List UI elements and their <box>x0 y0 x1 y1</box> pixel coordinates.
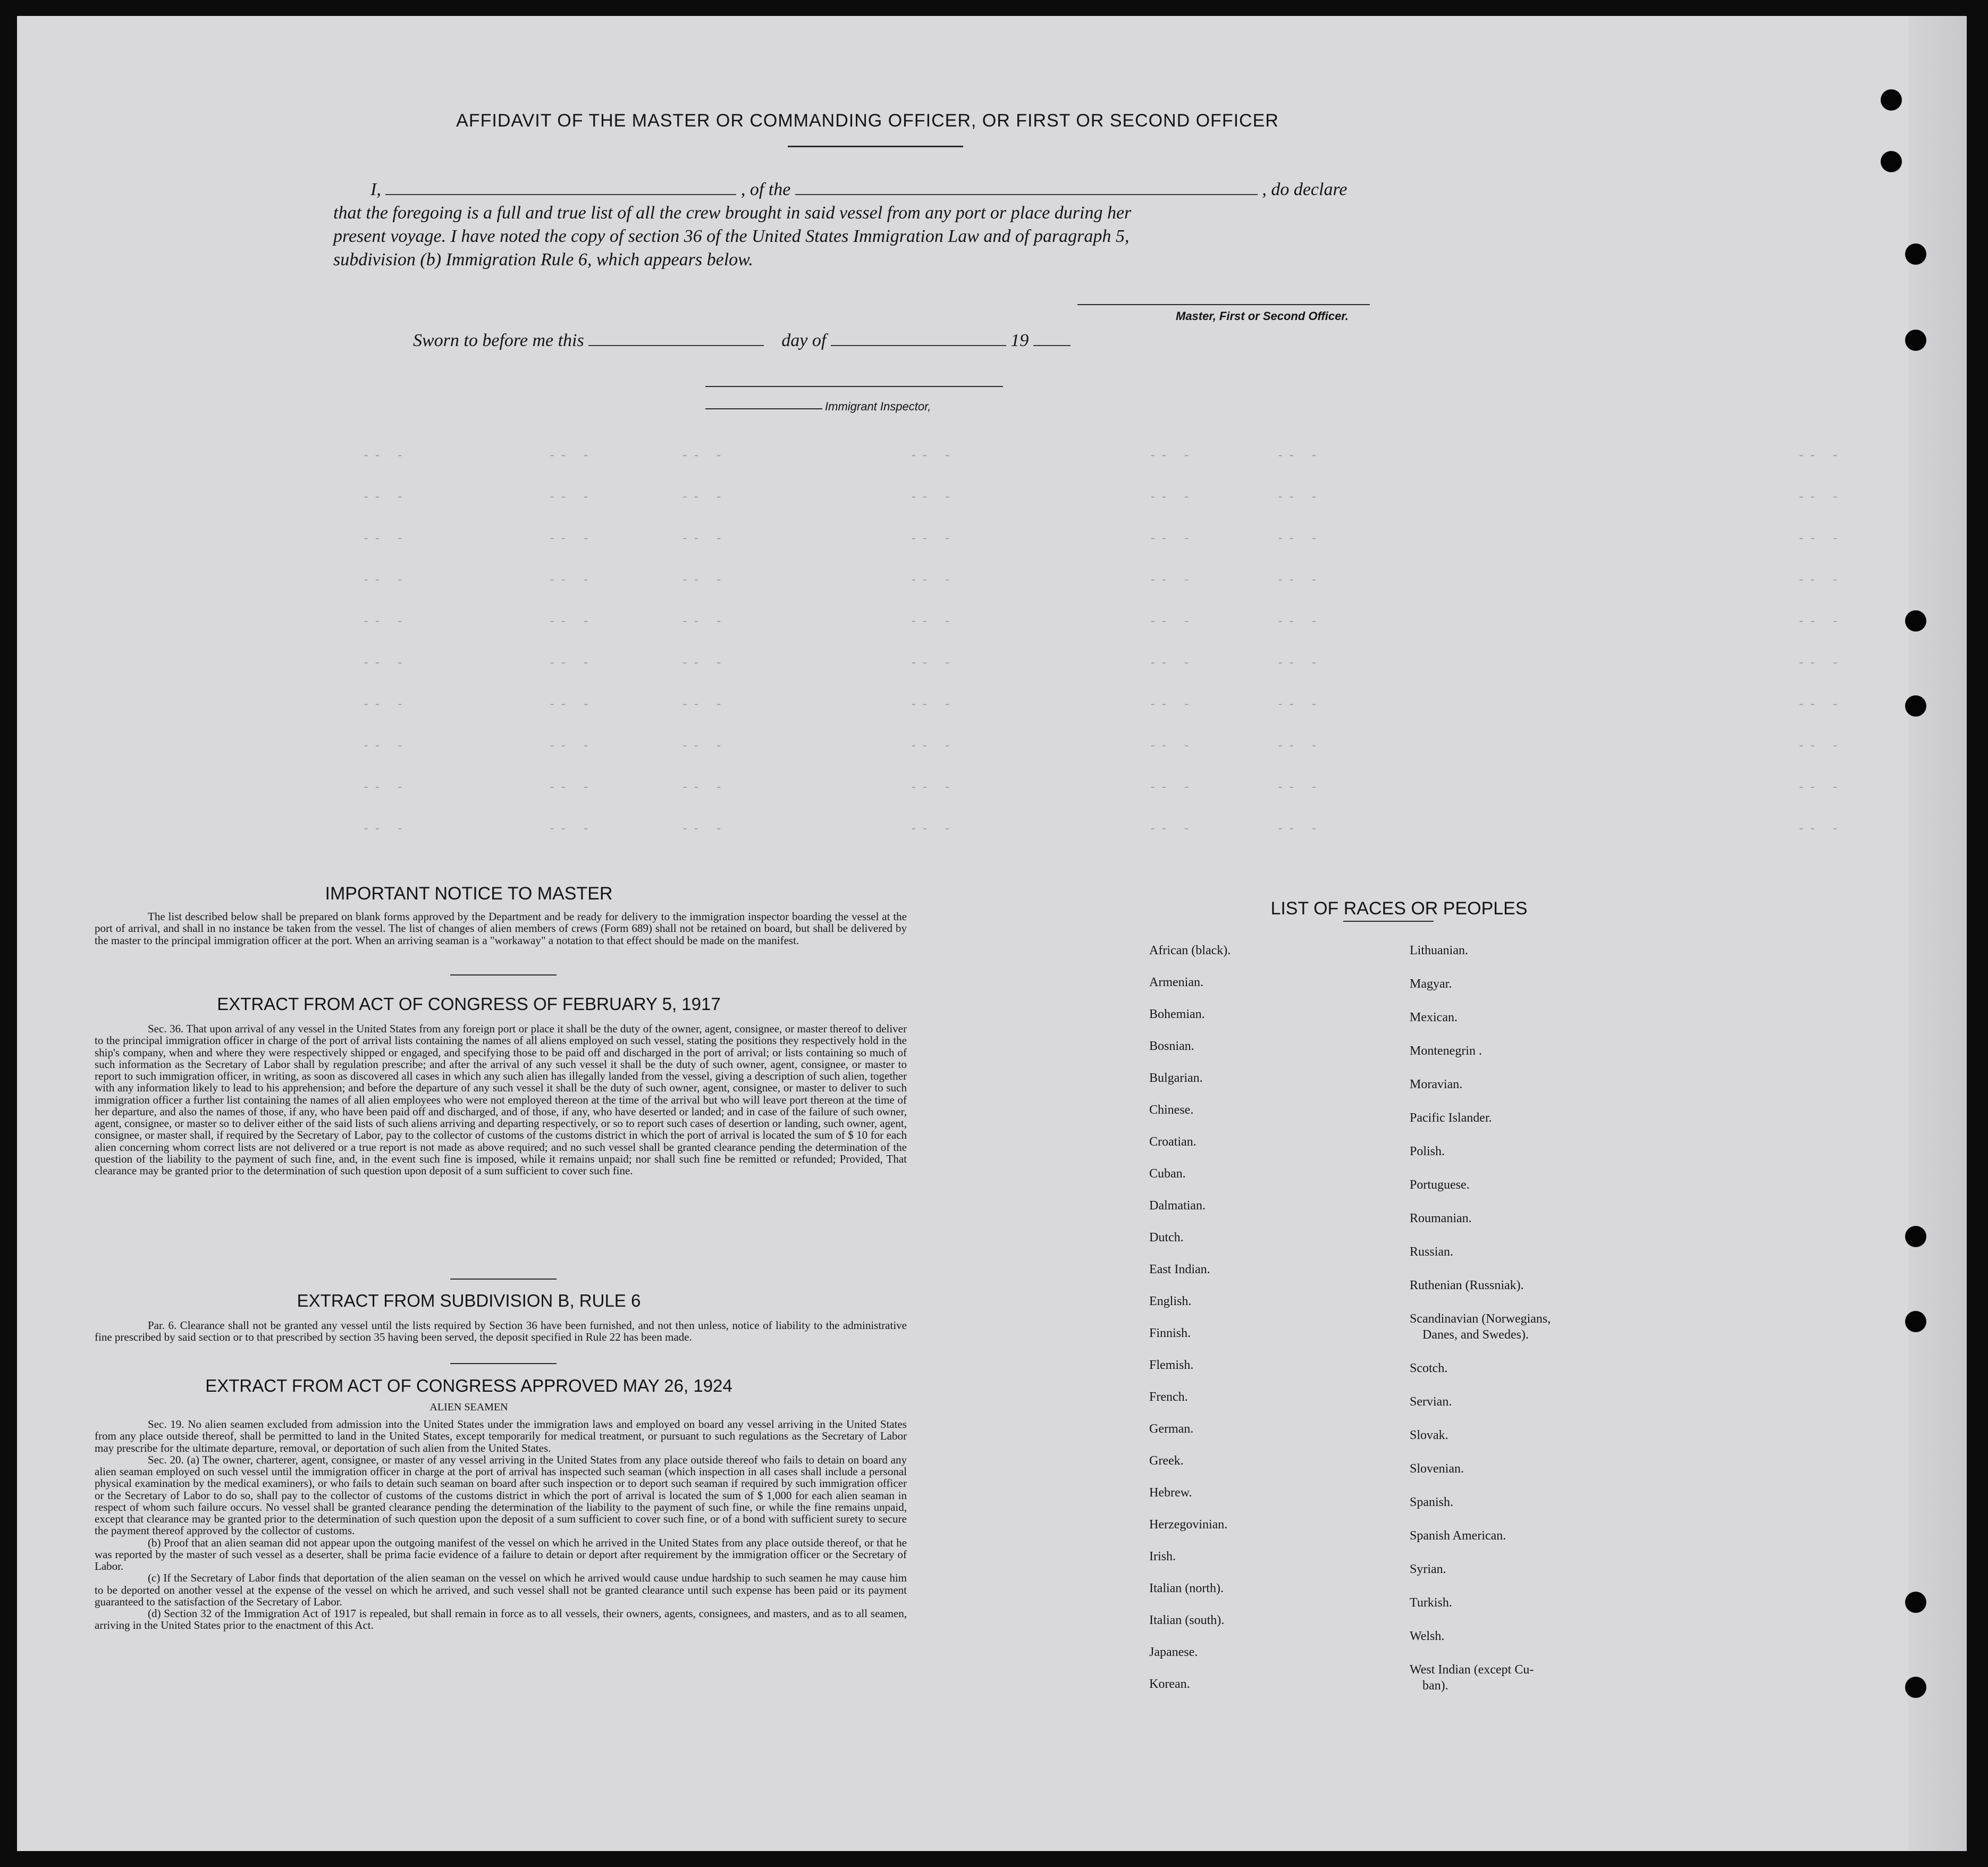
bleed-mark: -- - <box>1277 532 1322 545</box>
race-entry: Roumanian. <box>1410 1212 1472 1225</box>
bleed-mark: -- - <box>549 739 594 753</box>
inspector-caption: Immigrant Inspector, <box>825 400 931 413</box>
bleed-mark: -- - <box>1149 657 1194 670</box>
race-entry: Turkish. <box>1410 1596 1452 1610</box>
bleed-mark: -- - <box>1798 491 1843 504</box>
bleed-mark: -- - <box>549 781 594 794</box>
extract-1924-text <box>95 1418 907 1631</box>
binding-hole <box>1905 695 1926 717</box>
bleed-mark: -- - <box>1149 822 1194 836</box>
race-entry: Spanish. <box>1410 1495 1454 1509</box>
alien-seamen-subtitle: ALIEN SEAMEN <box>429 1401 508 1413</box>
race-entry: Dalmatian. <box>1149 1199 1206 1213</box>
sworn-text: Sworn to before me this <box>413 331 584 350</box>
bleed-mark: -- - <box>363 532 408 545</box>
binding-hole <box>1905 1311 1926 1332</box>
bleed-mark: -- - <box>549 491 594 504</box>
bleed-mark: -- - <box>910 781 955 794</box>
binding-hole <box>1905 610 1926 632</box>
inspector-signature-line[interactable] <box>705 386 1003 387</box>
race-entry: Moravian. <box>1410 1078 1463 1091</box>
race-entry: East Indian. <box>1149 1263 1210 1276</box>
bleed-mark: -- - <box>681 657 727 670</box>
inspector-signature-line-2[interactable] <box>705 408 822 409</box>
race-entry: Montenegrin . <box>1410 1044 1482 1058</box>
race-entry: Cuban. <box>1149 1167 1186 1181</box>
race-entry: African (black). <box>1149 944 1231 957</box>
bleed-mark: -- - <box>363 657 408 670</box>
binding-hole <box>1905 1226 1926 1247</box>
bleed-mark: -- - <box>1149 781 1194 794</box>
notice-title: IMPORTANT NOTICE TO MASTER <box>325 884 613 904</box>
race-entry: German. <box>1149 1422 1194 1436</box>
race-entry: Italian (south). <box>1149 1613 1225 1627</box>
bleed-mark: -- - <box>549 615 594 628</box>
race-entry: ban). <box>1422 1679 1448 1693</box>
rule6-text: Par. 6. Clearance shall not be granted any vessel until the lists required by Section 36 have been furnished, and not then unless, notice of liability to the administrative fine prescribed by said section or to that prescribed by section 35 having been served, the deposit specified in Rule 22 has been made. <box>95 1319 907 1344</box>
of-the-text: , of the <box>740 180 791 199</box>
bleed-mark: -- - <box>363 739 408 753</box>
sworn-month-field[interactable] <box>831 345 1006 346</box>
race-entry: Finnish. <box>1149 1326 1191 1340</box>
bleed-mark: -- - <box>681 574 727 587</box>
bleed-mark: -- - <box>910 532 955 545</box>
bleed-mark: -- - <box>1798 532 1843 545</box>
races-title-rule <box>1343 921 1434 922</box>
race-entry: Scotch. <box>1410 1361 1448 1375</box>
race-entry: Magyar. <box>1410 977 1452 991</box>
bleed-mark: -- - <box>681 449 727 462</box>
notice-text: The list described below shall be prepared on blank forms approved by the Department and be ready for delivery to the immigration inspector boarding the vessel at the port of arrival, and shall in no instance be taken from the vessel. The list of changes of alien members of crews (Form 689) shall not be retained on board, but shall be delivered by the master to the principal immigration officer at the port. When an arriving seaman is a "workaway" a notation to that effect should be made on the manifest. <box>95 910 907 947</box>
race-entry: Bulgarian. <box>1149 1071 1203 1085</box>
bleed-mark: -- - <box>910 615 955 628</box>
race-entry: Scandinavian (Norwegians, <box>1410 1312 1551 1326</box>
declarant-prefix: I, <box>370 180 381 199</box>
race-entry: Hebrew. <box>1149 1486 1192 1500</box>
bleed-mark: -- - <box>681 698 727 711</box>
bleed-mark: -- - <box>1798 698 1843 711</box>
year-prefix: 19 <box>1010 331 1029 350</box>
sworn-line <box>413 331 1071 351</box>
bleed-mark: -- - <box>363 781 408 794</box>
race-entry: Russian. <box>1410 1245 1454 1259</box>
vessel-name-field[interactable] <box>795 194 1258 195</box>
sec-20b-paragraph: (b) Proof that an alien seaman did not appear upon the outgoing manifest of the vessel on which he arrived in the United States from any place outside thereof, or that he was reported by the master of such vessel as a deserter, shall be prima facie evidence of a failure to detain or deport after requirement by the immigration officer or the Secretary of Labor. <box>95 1536 907 1572</box>
race-entry: Herzegovinian. <box>1149 1518 1228 1532</box>
sworn-day-field[interactable] <box>588 345 764 346</box>
race-entry: Korean. <box>1149 1677 1190 1691</box>
race-entry: Greek. <box>1149 1454 1184 1468</box>
bleed-mark: -- - <box>681 615 727 628</box>
bleed-mark: -- - <box>1798 449 1843 462</box>
race-entry: Lithuanian. <box>1410 944 1468 957</box>
race-entry: Ruthenian (Russniak). <box>1410 1279 1524 1292</box>
extract-1917-title: EXTRACT FROM ACT OF CONGRESS OF FEBRUARY 5, 1917 <box>217 994 721 1014</box>
bleed-mark: -- - <box>1277 698 1322 711</box>
declarant-name-field[interactable] <box>385 194 736 195</box>
bleed-mark: -- - <box>910 657 955 670</box>
bleed-mark: -- - <box>910 698 955 711</box>
affidavit-title: AFFIDAVIT OF THE MASTER OR COMMANDING OFFICER, OR FIRST OR SECOND OFFICER <box>456 111 1279 131</box>
sec-20d-paragraph: (d) Section 32 of the Immigration Act of 1917 is repealed, but shall remain in force as to all vessels, their owners, agents, consignees, and masters, and as to all seamen, arriving in the United States prior to the enactment of this Act. <box>95 1607 907 1632</box>
bleed-mark: -- - <box>1798 657 1843 670</box>
master-signature-line[interactable] <box>1077 304 1370 305</box>
bleed-mark: -- - <box>1277 739 1322 753</box>
race-entry: Welsh. <box>1410 1629 1445 1643</box>
bleed-mark: -- - <box>1149 739 1194 753</box>
notice-rule <box>450 974 557 975</box>
bleed-mark: -- - <box>1798 781 1843 794</box>
rule6-rule <box>450 1363 557 1364</box>
bleed-mark: -- - <box>1277 657 1322 670</box>
bleed-mark: -- - <box>363 491 408 504</box>
binding-hole <box>1905 1677 1926 1698</box>
affidavit-title-rule <box>788 146 963 147</box>
bleed-mark: -- - <box>549 449 594 462</box>
race-entry: Syrian. <box>1410 1562 1446 1576</box>
bleed-mark: -- - <box>363 449 408 462</box>
bleed-mark: -- - <box>910 491 955 504</box>
bleed-mark: -- - <box>363 822 408 836</box>
bleed-mark: -- - <box>1798 574 1843 587</box>
declaration-line-3: present voyage. I have noted the copy of section 36 of the United States Immigration Law and of paragraph 5, <box>333 226 1130 246</box>
race-entry: Bosnian. <box>1149 1039 1194 1053</box>
race-entry: Mexican. <box>1410 1011 1458 1024</box>
page-edge <box>1908 16 1967 1851</box>
bleed-mark: -- - <box>363 574 408 587</box>
bleed-mark: -- - <box>910 739 955 753</box>
declaration-line-2: that the foregoing is a full and true list of all the crew brought in said vessel from any port or place during her <box>333 203 1132 223</box>
bleed-mark: -- - <box>681 739 727 753</box>
bleed-mark: -- - <box>549 532 594 545</box>
document-page <box>17 16 1967 1851</box>
race-entry: Danes, and Swedes). <box>1422 1328 1529 1342</box>
race-entry: Slovenian. <box>1410 1462 1464 1476</box>
bleed-mark: -- - <box>363 698 408 711</box>
bleed-mark: -- - <box>681 491 727 504</box>
extract-1917-rule <box>450 1279 557 1280</box>
bleed-mark: -- - <box>1149 574 1194 587</box>
bleed-mark: -- - <box>910 822 955 836</box>
bleed-mark: -- - <box>1277 449 1322 462</box>
master-signature-caption: Master, First or Second Officer. <box>1176 309 1349 323</box>
sworn-year-field[interactable] <box>1033 345 1071 346</box>
bleed-mark: -- - <box>681 781 727 794</box>
race-entry: Bohemian. <box>1149 1007 1205 1021</box>
bleed-mark: -- - <box>910 574 955 587</box>
binding-hole <box>1905 330 1926 351</box>
bleed-mark: -- - <box>1277 822 1322 836</box>
binding-hole <box>1905 1592 1926 1613</box>
race-entry: Armenian. <box>1149 975 1203 989</box>
bleed-mark: -- - <box>1277 615 1322 628</box>
sec-20a-paragraph: Sec. 20. (a) The owner, charterer, agent, consignee, or master of any vessel arriving in the United States from any place outside thereof who fails to detain on board any alien seaman employed on such vessel until the immigration officer in charge at the port of arrival has inspected such seaman (which inspection in all cases shall include a personal physical examination by the medical examiners), or who fails to detain such seaman on board after such inspection or to deport such seaman if required by such immigration officer or the Secretary of Labor to do so, shall pay to the collector of customs of the customs district in which the port of arrival is located the sum of $ 1,000 for each alien seaman in respect of whom such failure occurs. No vessel shall be granted clearance pending the determination of the liability to the payment of such fine, or while the fine remains unpaid, except that clearance may be granted prior to the determination of such question upon the deposit of a sum sufficient to cover such fine, or of a bond with sufficient surety to secure the payment thereof approved by the collector of customs. <box>95 1453 907 1537</box>
race-entry: Chinese. <box>1149 1103 1194 1117</box>
bleed-mark: -- - <box>1149 532 1194 545</box>
bleed-mark: -- - <box>1277 781 1322 794</box>
bleed-mark: -- - <box>363 615 408 628</box>
bleed-mark: -- - <box>1149 449 1194 462</box>
bleed-mark: -- - <box>910 449 955 462</box>
declaration-line-4: subdivision (b) Immigration Rule 6, which appears below. <box>333 250 753 270</box>
races-title: LIST OF RACES OR PEOPLES <box>1270 898 1528 919</box>
bleed-mark: -- - <box>1277 491 1322 504</box>
binding-hole <box>1881 151 1902 172</box>
race-entry: Japanese. <box>1149 1645 1198 1659</box>
bleed-mark: -- - <box>549 822 594 836</box>
binding-hole <box>1881 89 1902 111</box>
race-entry: Irish. <box>1149 1550 1176 1563</box>
race-entry: Italian (north). <box>1149 1582 1224 1595</box>
bleed-mark: -- - <box>549 698 594 711</box>
binding-hole <box>1905 243 1926 265</box>
bleed-mark: -- - <box>681 532 727 545</box>
race-entry: Flemish. <box>1149 1358 1194 1372</box>
bleed-mark: -- - <box>681 822 727 836</box>
bleed-mark: -- - <box>1149 615 1194 628</box>
sec-19-paragraph: Sec. 19. No alien seamen excluded from admission into the United States under the immigration laws and employed on board any vessel arriving in the United States from any place outside thereof, shall be permitted to land in the United States, except temporarily for medical treatment, or pursuant to such regulations as the Secretary of Labor may prescribe for the ultimate departure, removal, or deportation of such alien from the United States. <box>95 1418 907 1454</box>
race-entry: Slovak. <box>1410 1428 1448 1442</box>
race-entry: Croatian. <box>1149 1135 1197 1149</box>
race-entry: Dutch. <box>1149 1231 1184 1244</box>
race-entry: French. <box>1149 1390 1188 1404</box>
race-entry: West Indian (except Cu- <box>1410 1663 1534 1677</box>
bleed-mark: -- - <box>1798 822 1843 836</box>
bleed-mark: -- - <box>549 574 594 587</box>
race-entry: English. <box>1149 1294 1192 1308</box>
race-entry: Pacific Islander. <box>1410 1111 1492 1125</box>
race-entry: Polish. <box>1410 1145 1445 1158</box>
bleed-mark: -- - <box>1149 491 1194 504</box>
bleed-mark: -- - <box>1277 574 1322 587</box>
extract-1917-text: Sec. 36. That upon arrival of any vessel in the United States from any foreign port or place it shall be the duty of the owner, agent, consignee, or master thereof to deliver to the principal immigration officer in charge of the port of arrival lists containing the names of all aliens employed on such vessel, stating the positions they respectively hold in the ship's company, when and where they were respectively shipped or engaged, and specifying those to be paid off and discharged in the port of arrival; or lists containing so much of such information as the Secretary of Labor shall by regulation prescribe; and after the arrival of any such vessel it shall be the duty of such owner, agent, consignee, or master to report to such immigration officer, in writing, as soon as discovered all cases in which any such alien has illegally landed from the vessel, giving a description of such alien, together with any information likely to lead to his apprehension; and before the departure of any such vessel it shall be the duty of such owner, agent, consignee, or master to deliver to such immigration officer a further list containing the names of all alien employees who were not employed thereon at the time of the arrival but who will leave port thereon at the time of her departure, and also the names of those, if any, who have been paid off and discharged, and of those, if any, who have deserted or landed; and in case of the failure of such owner, agent, consignee, or master so to deliver either of the said lists of such aliens arriving and departing respectively, or so to report such cases of desertion or landing, such owner, agent, consignee, or master shall, if required by the Secretary of Labor, pay to the collector of customs of the customs district in which the port of arrival is located the sum of $ 10 for each alien concerning whom correct lists are not delivered or a true report is not made as above required; and no such vessel shall be granted clearance pending the determination of the question of the liability to the payment of such fine, and, in the event such fine is imposed, while it remains unpaid; nor shall such fine be remitted or refunded; Provided, That clearance may be granted prior to the determination of such question upon deposit of a sum sufficient to cover such fine. <box>95 1022 907 1177</box>
bleed-mark: -- - <box>1798 739 1843 753</box>
day-of-text: day of <box>781 331 827 350</box>
do-declare-text: , do declare <box>1262 180 1347 199</box>
extract-1924-title: EXTRACT FROM ACT OF CONGRESS APPROVED MAY 26, 1924 <box>205 1376 732 1395</box>
race-entry: Servian. <box>1410 1395 1452 1409</box>
race-entry: Spanish American. <box>1410 1529 1506 1543</box>
bleed-mark: -- - <box>1149 698 1194 711</box>
sec-20c-paragraph: (c) If the Secretary of Labor finds that deportation of the alien seaman on the vessel on which he arrived would cause undue hardship to such seamen he may cause him to be deported on another vessel at the expense of the vessel on which he arrived, and such vessel shall not be granted clearance until such expense has been paid or its payment guaranteed to the satisfaction of the Secretary of Labor. <box>95 1571 907 1608</box>
bleed-mark: -- - <box>549 657 594 670</box>
rule6-title: EXTRACT FROM SUBDIVISION B, RULE 6 <box>297 1291 641 1310</box>
declaration-line-1 <box>370 180 1396 200</box>
bleed-mark: -- - <box>1798 615 1843 628</box>
race-entry: Portuguese. <box>1410 1178 1470 1192</box>
